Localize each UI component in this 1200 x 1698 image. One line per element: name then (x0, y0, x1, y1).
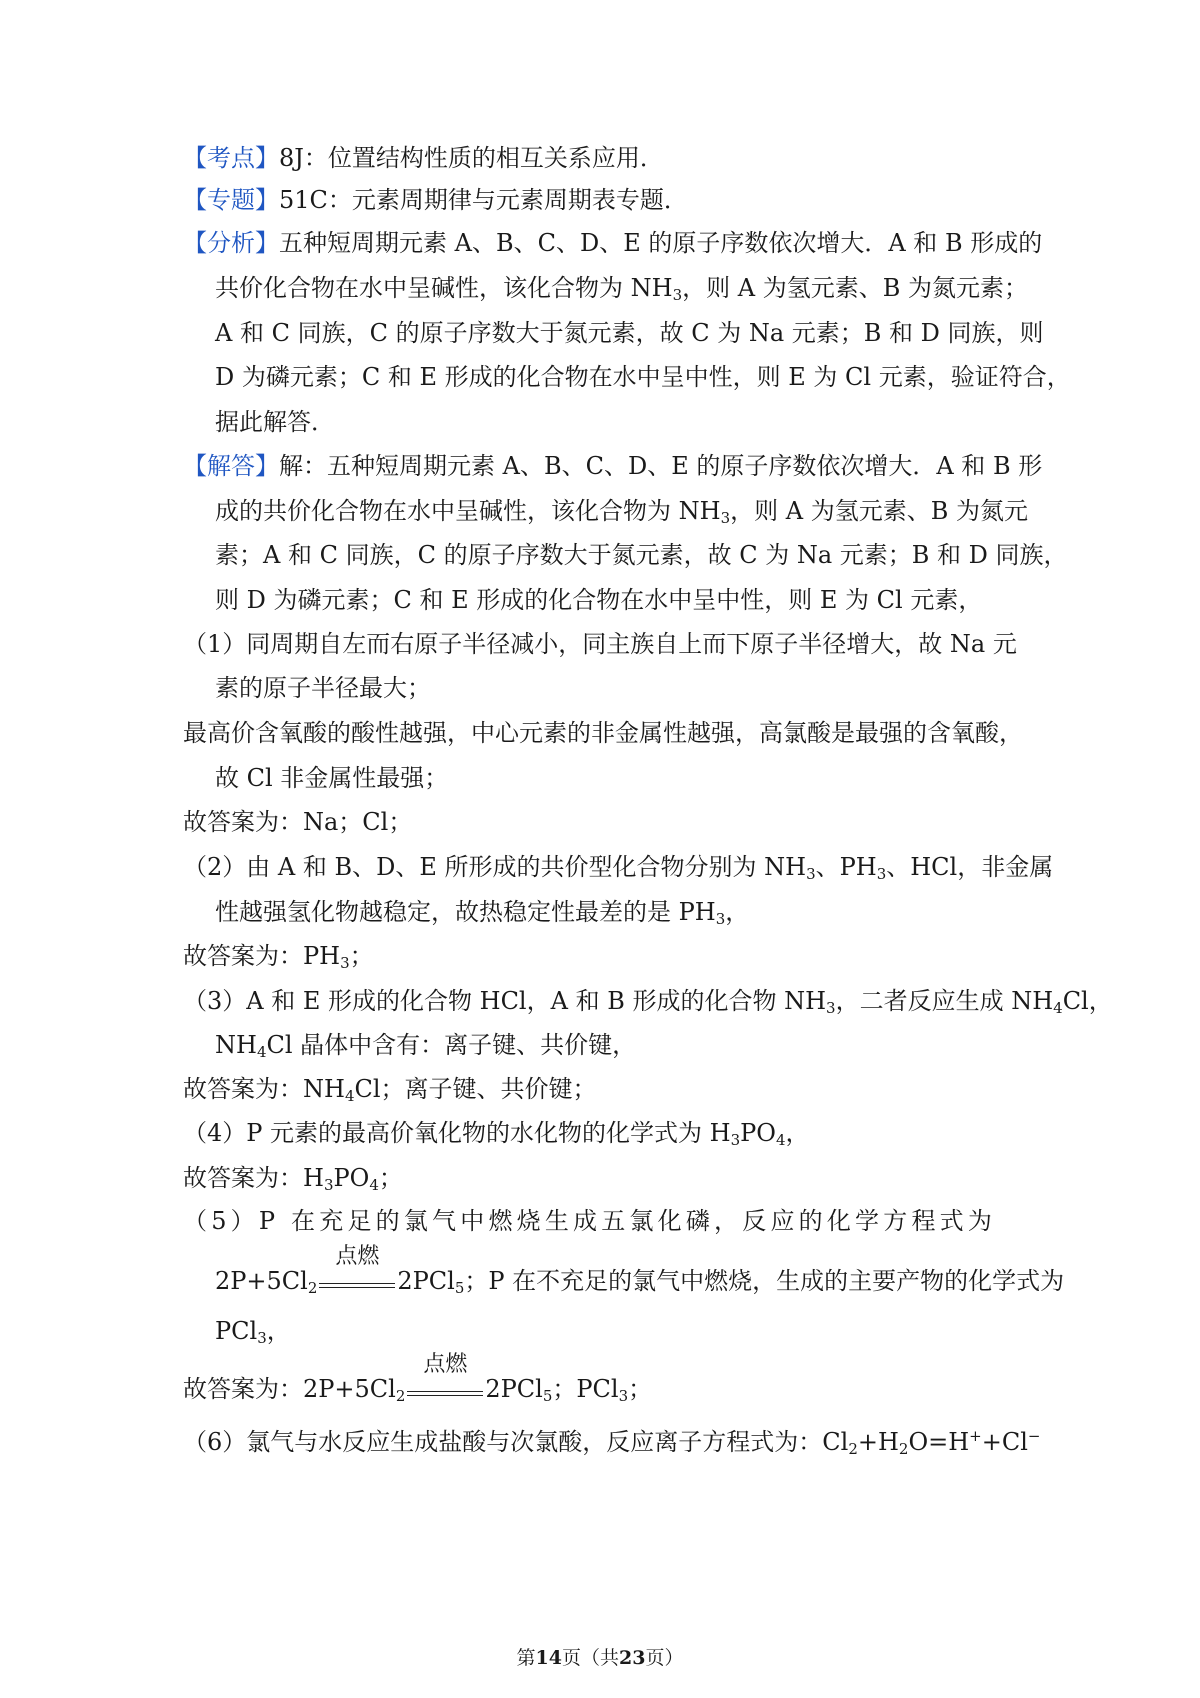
fenxi-line-2: 共价化合物在水中呈碱性，该化合物为 $NH_3$，则 A 为氢元素、B 为氮元素； (215, 274, 1028, 304)
jieda-line-1: 【解答】解：五种短周期元素 A、B、C、D、E 的原子序数依次增大．A 和 B 形 (183, 452, 1043, 480)
reaction-condition: 点燃 (317, 1265, 397, 1297)
total-pages: 23 (619, 1647, 646, 1669)
fenxi-line-1: 【分析】五种短周期元素 A、B、C、D、E 的原子序数依次增大．A 和 B 形成的 (183, 229, 1043, 257)
page-number: 14 (535, 1647, 562, 1669)
kaodian-text: 8J：位置结构性质的相互关系应用． (279, 144, 664, 172)
reaction-condition: 点燃 (405, 1373, 485, 1405)
fenxi-line-5: 据此解答． (215, 408, 335, 436)
answer-4: 故答案为：$H_3PO_4$； (183, 1164, 403, 1194)
kaodian-tag: 【考点】 (183, 144, 279, 172)
answer-5: 故答案为：$2P+5Cl_2$ 点燃 2PCl$_5$；PCl$_3$； (183, 1352, 653, 1405)
page-footer: 第14页（共23页） (516, 1647, 684, 1669)
reaction-equation-line: $2P+5Cl_2$ 点燃 2PCl$_5$；P 在不充足的氯气中燃烧，生成的主要产物的化学式为 (215, 1244, 1065, 1297)
jieda-line-3: 素；A 和 C 同族，C 的原子序数大于氮元素，故 C 为 Na 元素；B 和 D 同族， (215, 541, 1068, 569)
jieda-line-4: 则 D 为磷元素；C 和 E 形成的化合物在水中呈中性，则 E 为 Cl 元素， (215, 586, 983, 614)
jieda-tag: 【解答】 (183, 452, 279, 480)
zhuanti-tag: 【专题】 (183, 186, 279, 214)
answer-1: 故答案为：Na；Cl； (183, 808, 413, 836)
jieda-line-2: 成的共价化合物在水中呈碱性，该化合物为 $NH_3$，则 A 为氢元素、B 为氮元 (215, 497, 1028, 527)
document-page: 【考点】8J：位置结构性质的相互关系应用． 【专题】51C：元素周期律与元素周期表专题． 【分析】五种短周期元素 A、B、C、D、E 的原子序数依次增大．A 和 B 形成的 共价化合物在水中呈碱性，该化合物为 $NH_3$，则 A 为氢元素、B 为氮元素； A 和 C 同族，C 的原子序数大于氮元素，故 C 为 Na 元素；B 和 D 同族，则 D 为磷元素；C 和 E 形成的化合物在水中呈中性，则 E 为 Cl 元素，验证符合， 据此解答． 【解答】解：五种短周期元素 A、B、C、D、E 的原子序数依次增大．A 和 B 形 成的共价化合物在水中呈碱性，该化合物为 $NH_3$，则 A 为氢元素、B 为氮元 素；A 和 C 同族，C 的原子序数大于氮元素，故 C 为 Na 元素；B 和 D 同族， 则 D 为磷元素；C 和 E 形成的化合物在水中呈中性，则 E 为 Cl 元素， （1）同周期自左而右原子半径减小，同主族自上而下原子半径增大，故 Na 元 素的原子半径最大； 最高价含氧酸的酸性越强，中心元素的非金属性越强，高氯酸是最强的含氧酸， 故 Cl 非金属性最强； 故答案为：Na；Cl； （2）由 A 和 B、D、E 所形成的共价型化合物分别为 $NH_3$、$PH_3$、HCl，非金属 性越强氢化物越稳定，故热稳定性最差的是 $PH_3$， 故答案为：$PH_3$； （3）A 和 E 形成的化合物 HCl，A 和 B 形成的化合物 $NH_3$，二者反应生成 $NH_4Cl$， $NH_4Cl$ 晶体中含有：离子键、共价键， 故答案为：$NH_4Cl$；离子键、共价键； （4）P 元素的最高价氧化物的水化物的化学式为 $H_3PO_4$， 故答案为：$H_3PO_4$； （5）P 在充足的氯气中燃烧生成五氯化磷，反应的化学方程式为 $2P+5Cl_2$ 点燃 2PCl$_5$；P 在不充足的氯气中燃烧，生成的主要产物的化学式为 PCl$_3$， 故答案为：$2P+5Cl_2$ 点燃 2PCl$_5$；PCl$_3$； （6）氯气与水反应生成盐酸与次氯酸，反应离子方程式为：$Cl_2+H_2O=H^++Cl^-$ 第14页（共23页） (0, 0, 1200, 1698)
fenxi-tag: 【分析】 (183, 229, 279, 257)
fenxi-line-4: D 为磷元素；C 和 E 形成的化合物在水中呈中性，则 E 为 Cl 元素，验证符合， (215, 363, 1071, 391)
fenxi-line-3: A 和 C 同族，C 的原子序数大于氮元素，故 C 为 Na 元素；B 和 D 同族，则 (215, 319, 1044, 347)
zhuanti-text: 51C：元素周期律与元素周期表专题． (279, 186, 688, 214)
answer-3: 故答案为：$NH_4Cl$；离子键、共价键； (183, 1075, 597, 1105)
answer-2: 故答案为：$PH_3$； (183, 942, 374, 972)
